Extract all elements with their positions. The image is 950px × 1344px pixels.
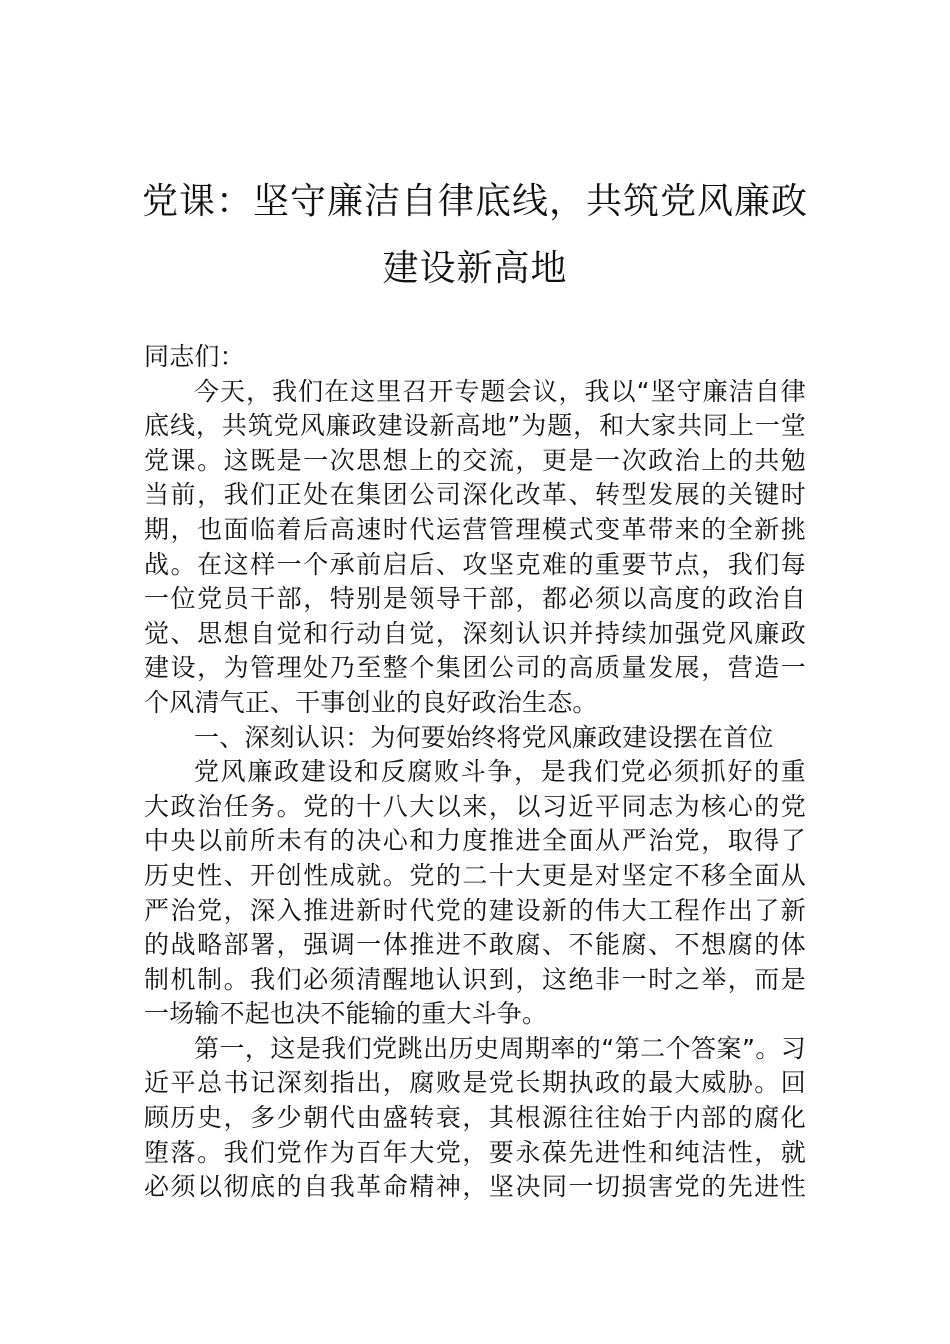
body-text-line: 建设，为管理处乃至整个集团公司的高质量发展，营造一	[144, 653, 806, 683]
body-text-line: 第一，这是我们党跳出历史周期率的“第二个答案”。习	[194, 1033, 806, 1063]
document-title-line-1: 党课：坚守廉洁自律底线，共筑党风廉政	[141, 181, 808, 222]
body-text-line: 堕落。我们党作为百年大党，要永葆先进性和纯洁性，就	[144, 1137, 806, 1167]
body-text-line: 战。在这样一个承前启后、攻坚克难的重要节点，我们每	[144, 549, 806, 579]
body-text-line: 制机制。我们必须清醒地认识到，这绝非一时之举，而是	[144, 964, 806, 994]
body-text-line: 今天，我们在这里召开专题会议，我以“坚守廉洁自律	[194, 376, 806, 406]
body-text-line: 历史性、开创性成就。党的二十大更是对坚定不移全面从	[144, 860, 806, 890]
body-text-line: 近平总书记深刻指出，腐败是党长期执政的最大威胁。回	[144, 1068, 806, 1098]
body-text-line: 觉、思想自觉和行动自觉，深刻认识并持续加强党风廉政	[144, 618, 806, 648]
body-text-line: 同志们：	[144, 342, 245, 371]
body-text-line: 顾历史，多少朝代由盛转衰，其根源往往始于内部的腐化	[144, 1103, 806, 1133]
body-text-line: 中央以前所未有的决心和力度推进全面从严治党，取得了	[144, 826, 806, 856]
document-body	[144, 340, 806, 1205]
body-text-line: 的战略部署，强调一体推进不敢腐、不能腐、不想腐的体	[144, 930, 806, 960]
body-text-line: 当前，我们正处在集团公司深化改革、转型发展的关键时	[144, 480, 806, 510]
body-text-line: 一位党员干部，特别是领导干部，都必须以高度的政治自	[144, 584, 806, 614]
body-text-line: 大政治任务。党的十八大以来，以习近平同志为核心的党	[144, 791, 806, 821]
body-text-line: 一场输不起也决不能输的重大斗争。	[144, 999, 548, 1029]
body-text-line: 党风廉政建设和反腐败斗争，是我们党必须抓好的重	[194, 757, 806, 787]
body-text-line: 党课。这既是一次思想上的交流，更是一次政治上的共勉	[144, 445, 806, 475]
body-text-line: 个风清气正、干事创业的良好政治生态。	[144, 687, 598, 717]
body-text-line: 底线，共筑党风廉政建设新高地”为题，和大家共同上一堂	[144, 411, 806, 441]
body-text-line: 期，也面临着后高速时代运营管理模式变革带来的全新挑	[144, 514, 806, 544]
document-title-line-2: 建设新高地	[382, 248, 568, 289]
body-text-line: 必须以彻底的自我革命精神，坚决同一切损害党的先进性	[144, 1172, 806, 1202]
body-text-line: 一、深刻认识：为何要始终将党风廉政建设摆在首位	[194, 722, 774, 752]
body-text-line: 严治党，深入推进新时代党的建设新的伟大工程作出了新	[144, 895, 806, 925]
